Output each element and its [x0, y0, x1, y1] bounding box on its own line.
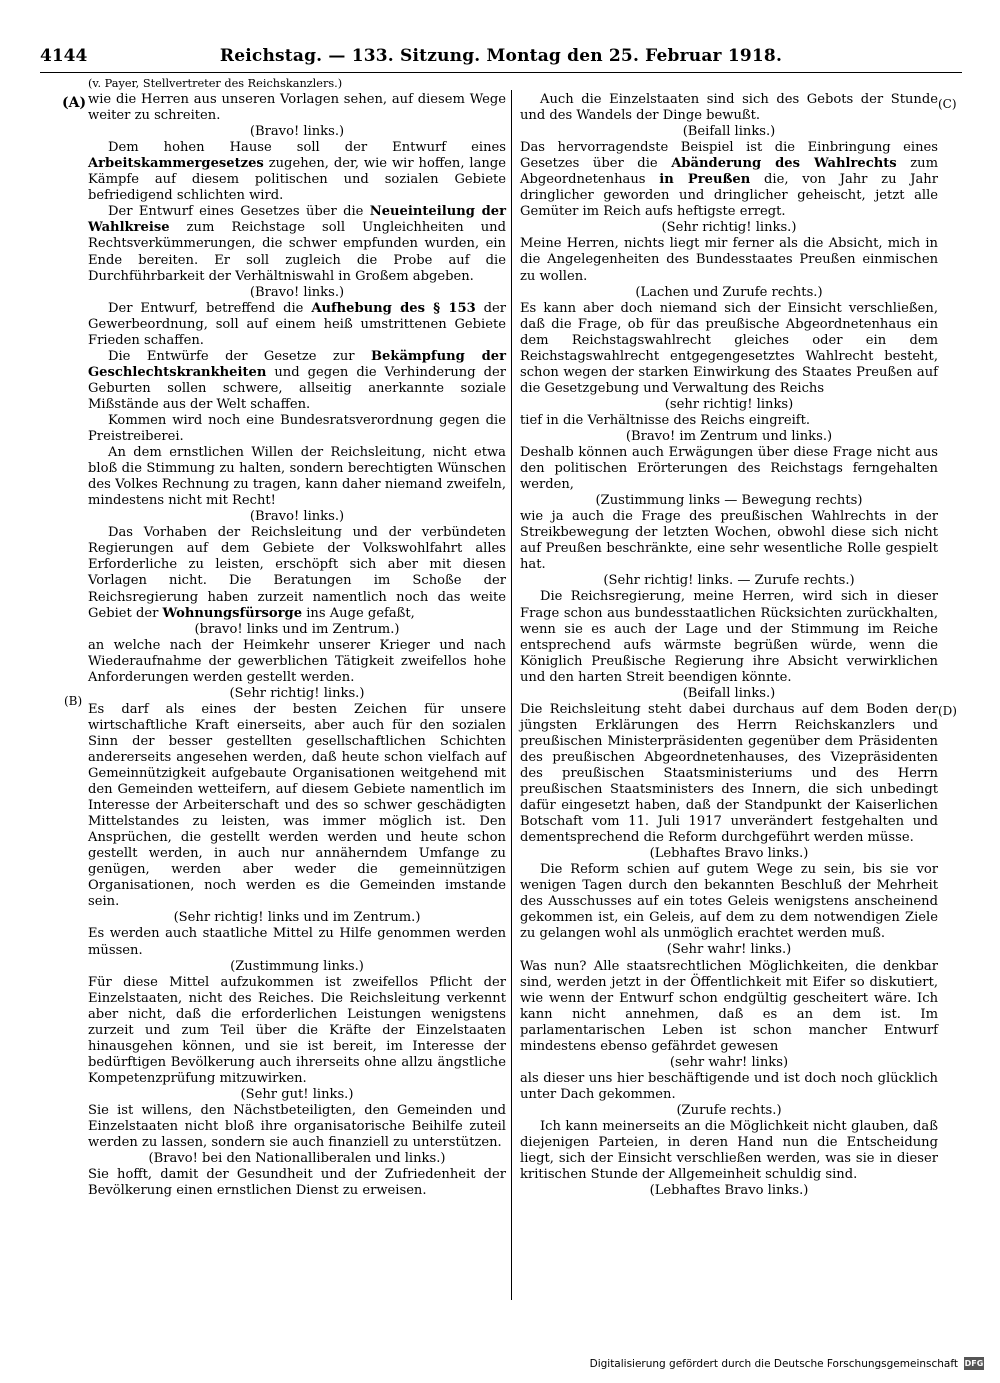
margin-mark-a: (A)	[62, 95, 87, 111]
reaction: (Zustimmung links.)	[230, 958, 364, 974]
paragraph: Ich kann meinerseits an die Möglichkeit nicht glauben, daß diejenigen Parteien, in deren Hand nun die Entscheidung liegt, sich der Einsicht verschließen werden, was sie in dieser kritischen Stunde der Allgemeinheit schuldig sind.	[520, 1119, 938, 1183]
paragraph: Auch die Einzelstaaten sind sich des Gebots der Stunde und des Wandels der Dinge bewußt.	[520, 92, 938, 124]
reaction: (Sehr richtig! links und im Zentrum.)	[173, 910, 421, 926]
reaction: (Sehr gut! links.)	[240, 1086, 354, 1102]
paragraph: Kommen wird noch eine Bundesratsverordnung gegen die Preistreiberei.	[88, 412, 506, 445]
reaction: (Bravo! links.)	[249, 124, 345, 140]
reaction: (Lachen und Zurufe rechts.)	[635, 284, 823, 300]
reaction: (Bravo! im Zentrum und links.)	[625, 428, 833, 444]
paragraph: Deshalb können auch Erwägungen über diese Frage nicht aus den politischen Erörterungen des Reichstags ferngehalten werden,	[520, 445, 938, 493]
emphasis: Aufhebung des § 153	[311, 300, 476, 316]
reaction: (Beifall links.)	[682, 124, 776, 140]
paragraph: als dieser uns hier beschäftigende und ist doch noch glücklich unter Dach gekommen.	[520, 1070, 938, 1102]
header-rule	[40, 72, 962, 73]
paragraph: wie ja auch die Frage des preußischen Wahlrechts in der Streikbewegung der letzten Wochen, obwohl diese sich nicht auf Preußen beschränkte, eine sehr wesentliche Rolle gespielt hat.	[520, 509, 938, 573]
paragraph: Das Vorhaben der Reichsleitung und der verbündeten Regierungen auf dem Gebiete der Volkswohlfahrt alles Erforderliche zu leisten, erschöpft sich aber mit diesen Vorlagen nicht. Die Beratungen im Schoße der Reichsregierung haben zurzeit namentlich noch das weite Gebiet der Wohnungsfürsorge ins Auge gefaßt,	[88, 525, 506, 621]
reaction: (Lebhaftes Bravo links.)	[649, 846, 809, 862]
paragraph: an welche nach der Heimkehr unserer Krieger und nach Wiederaufnahme der gewerblichen Tätigkeit zweifellos hohe Anforderungen werden gestellt werden.	[88, 637, 506, 685]
reaction: (Sehr richtig! links.)	[661, 220, 797, 236]
paragraph: Meine Herren, nichts liegt mir ferner als die Absicht, mich in die Angelegenheiten des Bundesstaates Preußen einmischen zu wollen.	[520, 236, 938, 284]
paragraph: Die Reichsregierung, meine Herren, wird sich in dieser Frage schon aus bundesstaatlichen Rücksichten zurückhalten, wenn sie es auch der Lage und der Stimmung im Reiche entsprechend aufs wärmste begrüßen würde, wenn die Königlich Preußische Regierung ihre Absicht verwirklichen und den harten Streit beendigen könnte.	[520, 589, 938, 685]
reaction: (Beifall links.)	[682, 685, 776, 701]
reaction: (Bravo! links.)	[249, 284, 345, 300]
reaction: (Zustimmung links — Bewegung rechts)	[595, 493, 863, 509]
reaction: (Lebhaftes Bravo links.)	[649, 1183, 809, 1199]
left-column	[88, 76, 506, 1199]
emphasis: Abänderung des Wahlrechts	[671, 156, 897, 172]
page-number: 4144	[40, 46, 88, 66]
reaction: (bravo! links und im Zentrum.)	[194, 621, 400, 637]
speaker-line: (v. Payer, Stellvertreter des Reichskanzlers.)	[88, 77, 343, 90]
paragraph: Es kann aber doch niemand sich der Einsicht verschließen, daß die Frage, ob für das preußische Abgeordnetenhaus ein dem Reichstagswahlrecht gleiches oder ein dem Reichstagswahlrecht entgegengesetztes Wahlrecht besteht, schon wegen der starken Einwirkung des Staates Preußen auf die Gesetzgebung und Verwaltung des Reichs	[520, 300, 938, 396]
reaction: (Sehr richtig! links.)	[229, 685, 365, 701]
paragraph: Der Entwurf eines Gesetzes über die Neueinteilung der Wahlkreise zum Reichstage soll Ungleichheiten und Rechtsverkümmerungen, die schwer empfunden wurden, ein Ende bereiten. Er soll zugleich die Probe auf die Durchführbarkeit der Verhältniswahl in Großem abgeben.	[88, 204, 507, 284]
paragraph: wie die Herren aus unseren Vorlagen sehen, auf diesem Wege weiter zu schreiten.	[88, 92, 506, 124]
column-divider	[511, 90, 512, 1300]
running-title: Reichstag. — 133. Sitzung. Montag den 25. Februar 1918.	[219, 46, 783, 66]
paragraph: Die Reform schien auf gutem Wege zu sein, bis sie vor wenigen Tagen durch den bekannten Beschluß der Mehrheit des Ausschusses auf ein totes Geleis wenigstens anscheinend gekommen ist, ein Geleis, auf dem zu dem notwendigen Ziele zu gelangen wohl als unmöglich erachtet werden muß.	[520, 862, 938, 942]
emphasis: in Preußen	[659, 172, 751, 188]
paragraph: Sie ist willens, den Nächstbeteiligten, den Gemeinden und Einzelstaaten nicht bloß ihre organisatorische Beihilfe zuteil werden zu lassen, sondern sie auch finanziell zu unterstützen.	[88, 1103, 506, 1151]
paragraph: Sie hofft, damit der Gesundheit und der Zufriedenheit der Bevölkerung einen ernstlichen Dienst zu erweisen.	[88, 1167, 506, 1199]
reaction: (Sehr richtig! links. — Zurufe rechts.)	[603, 573, 855, 589]
paragraph: Es werden auch staatliche Mittel zu Hilfe genommen werden müssen.	[88, 926, 506, 958]
emphasis: Neueinteilung der Wahlkreise	[88, 204, 507, 236]
emphasis: Arbeitskammergesetzes	[88, 156, 264, 172]
reaction: (sehr richtig! links)	[664, 396, 794, 412]
margin-mark-d: (D)	[938, 704, 957, 718]
right-column	[520, 76, 938, 1199]
paragraph: Für diese Mittel aufzukommen ist zweifellos Pflicht der Einzelstaaten, nicht des Reiches. Die Reichsleitung verkennt aber nicht, daß die erforderlichen Leistungen wenigstens zurzeit und zum Teil über die Kräfte der Einzelstaaten hinausgehen können, und sie ist bereit, im Interesse der bedürftigen Bevölkerung auch ihrerseits ohne allzu ängstliche Kompetenzprüfung mitzuwirken.	[88, 974, 506, 1086]
paragraph: Was nun? Alle staatsrechtlichen Möglichkeiten, die denkbar sind, werden jetzt in der Öffentlichkeit mit Eifer so diskutiert, wie wenn der Entwurf schon endgültig gescheitert wäre. Ich kann nicht annehmen, daß es an dem ist. Im parlamentarischen Leben ist schon mancher Entwurf mindestens ebenso gefährdet gewesen	[520, 958, 938, 1054]
margin-mark-b: (B)	[64, 694, 83, 708]
reaction: (Bravo! bei den Nationalliberalen und links.)	[148, 1151, 446, 1167]
paragraph: An dem ernstlichen Willen der Reichsleitung, nicht etwa bloß die Stimmung zu halten, sondern berechtigten Wünschen des Volkes Rechnung zu tragen, kann daher niemand zweifeln, mindestens nicht mit Recht!	[88, 445, 506, 509]
paragraph: Es darf als eines der besten Zeichen für unsere wirtschaftliche Kraft einerseits, aber auch für den sozialen Sinn der besser gestellten gesellschaftlichen Schichten andererseits angesehen werden, daß heute schon vielfach auf Gemeinnützigkeit aufgebaute Organisationen weitgehend mit den Gemeinden wetteifern, auf diesem Gebiete namentlich im Interesse der Arbeiterschaft und des so schwer geschädigten Mittelstandes zu leisten, was immer möglich ist. Den Ansprüchen, die gestellt werden werden und heute schon gestellt werden, in auch nur annäherndem Umfange zu genügen, werden aber weder die gemeinnützigen Organisationen, noch werden es die Gemeinden imstande sein.	[88, 701, 506, 910]
running-header	[40, 46, 962, 72]
reaction: (sehr wahr! links)	[669, 1054, 789, 1070]
reaction: (Zurufe rechts.)	[676, 1102, 782, 1118]
paragraph: Die Entwürfe der Gesetze zur Bekämpfung der Geschlechtskrankheiten und gegen die Verhinderung der Geburten sollen schwere, allseitig anerkannte soziale Mißstände aus der Welt schaffen.	[88, 348, 506, 412]
margin-mark-c: (C)	[938, 97, 957, 111]
paragraph: Der Entwurf, betreffend die Aufhebung des § 153 der Gewerbeordnung, soll auf einem heiß umstrittenen Gebiete Frieden schaffen.	[88, 300, 506, 348]
dfg-logo-icon: DFG	[964, 1359, 984, 1368]
emphasis: Wohnungsfürsorge	[162, 605, 303, 621]
emphasis: Bekämpfung der Geschlechtskrankheiten	[88, 348, 506, 380]
paragraph: tief in die Verhältnisse des Reichs eingreift.	[520, 412, 811, 428]
paragraph: Das hervorragendste Beispiel ist die Einbringung eines Gesetzes über die Abänderung des Wahlrechts zum Abgeordnetenhaus in Preußen die, von Jahr zu Jahr dringlicher geworden und dringlicher geheischt, jetzt alle Gemüter im Reich aufs heftigste erregt.	[520, 140, 938, 220]
reaction: (Bravo! links.)	[249, 509, 345, 525]
paragraph: Die Reichsleitung steht dabei durchaus auf dem Boden der jüngsten Erklärungen des Herrn Reichskanzlers und preußischen Ministerpräsidenten gegenüber dem Präsidenten des preußischen Abgeordnetenhauses, des Vizepräsidenten des preußischen Staatsministeriums und des Herrn preußischen Staatsministers des Innern, die sich unbedingt dafür eingesetzt haben, daß der Standpunkt der Kaiserlichen Botschaft vom 11. Juli 1917 unverändert festgehalten und dementsprechend die Reform durchgeführt werden müsse.	[520, 701, 938, 846]
credit-text: Digitalisierung gefördert durch die Deutsche Forschungsgemeinschaft	[589, 1357, 958, 1370]
paragraph: Dem hohen Hause soll der Entwurf eines Arbeitskammergesetzes zugehen, der, wie wir hoffen, lange Kämpfe auf diesem politischen und sozialen Gebiete befriedigend schlichten wird.	[88, 140, 506, 204]
digitization-credit	[590, 1357, 984, 1370]
reaction: (Sehr wahr! links.)	[666, 942, 792, 958]
